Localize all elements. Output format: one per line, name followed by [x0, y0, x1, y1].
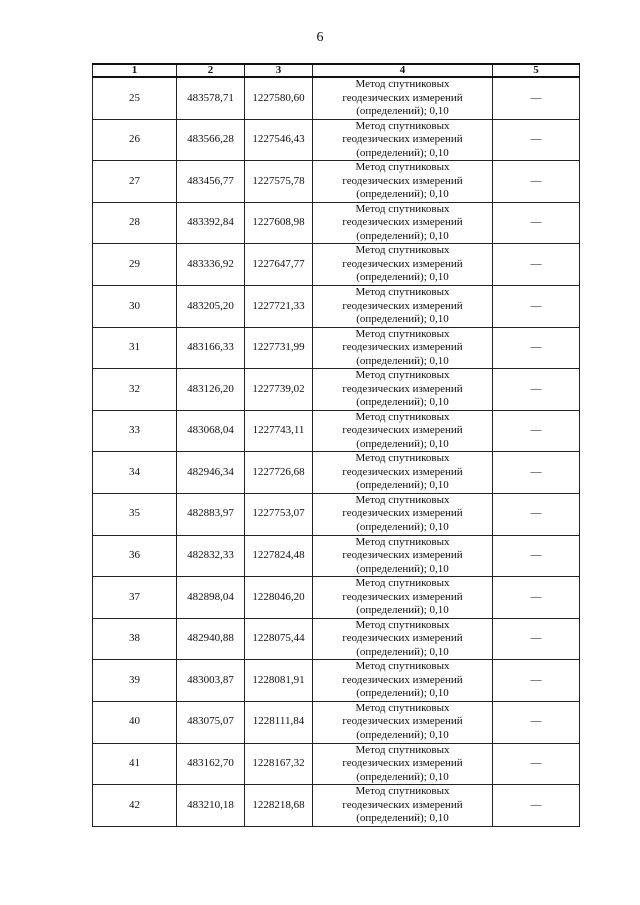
table-row: [93, 77, 580, 119]
point-number-cell: 42: [93, 785, 177, 827]
method-line: Метод спутниковых: [355, 577, 450, 590]
method-line: Метод спутниковых: [355, 743, 450, 756]
point-number-cell: 36: [93, 535, 177, 577]
method-line: геодезических измерений: [342, 341, 463, 354]
y-coordinate-cell: 1227546,43: [245, 119, 313, 161]
note-cell: —: [493, 577, 580, 619]
note-cell: —: [493, 701, 580, 743]
method-line: Метод спутниковых: [355, 286, 450, 299]
method-line: геодезических измерений: [342, 216, 463, 229]
method-cell: [313, 660, 493, 702]
x-coordinate-cell: 482946,34: [177, 452, 245, 494]
note-cell: —: [493, 119, 580, 161]
table-row: [93, 285, 580, 327]
method-line: (определений); 0,10: [356, 271, 449, 284]
method-line: Метод спутниковых: [355, 785, 450, 798]
method-line: геодезических измерений: [342, 798, 463, 811]
method-cell: [313, 369, 493, 411]
y-coordinate-cell: 1227743,11: [245, 410, 313, 452]
note-cell: —: [493, 77, 580, 119]
table-row: [93, 743, 580, 785]
table-row: [93, 701, 580, 743]
method-line: Метод спутниковых: [355, 161, 450, 174]
column-header: 3: [245, 64, 313, 77]
method-cell: [313, 701, 493, 743]
table-row: [93, 327, 580, 369]
method-line: (определений); 0,10: [356, 188, 449, 201]
note-cell: —: [493, 244, 580, 286]
method-line: Метод спутниковых: [355, 618, 450, 631]
method-cell: [313, 202, 493, 244]
method-line: геодезических измерений: [342, 257, 463, 270]
method-line: Метод спутниковых: [355, 244, 450, 257]
x-coordinate-cell: 483126,20: [177, 369, 245, 411]
y-coordinate-cell: 1228167,32: [245, 743, 313, 785]
method-line: геодезических измерений: [342, 549, 463, 562]
method-cell: [313, 493, 493, 535]
y-coordinate-cell: 1227608,98: [245, 202, 313, 244]
method-line: геодезических измерений: [342, 632, 463, 645]
y-coordinate-cell: 1227739,02: [245, 369, 313, 411]
y-coordinate-cell: 1227731,99: [245, 327, 313, 369]
method-line: (определений); 0,10: [356, 105, 449, 118]
method-line: геодезических измерений: [342, 757, 463, 770]
table-row: [93, 618, 580, 660]
table-row: [93, 119, 580, 161]
x-coordinate-cell: 483210,18: [177, 785, 245, 827]
x-coordinate-cell: 483566,28: [177, 119, 245, 161]
note-cell: —: [493, 369, 580, 411]
point-number-cell: 25: [93, 77, 177, 119]
x-coordinate-cell: 482940,88: [177, 618, 245, 660]
method-line: Метод спутниковых: [355, 202, 450, 215]
method-cell: [313, 244, 493, 286]
method-line: геодезических измерений: [342, 465, 463, 478]
method-cell: [313, 618, 493, 660]
method-line: геодезических измерений: [342, 174, 463, 187]
table-row: [93, 493, 580, 535]
method-line: (определений); 0,10: [356, 437, 449, 450]
page-number: 6: [316, 30, 324, 45]
method-line: Метод спутниковых: [355, 78, 450, 91]
point-number-cell: 30: [93, 285, 177, 327]
table-row: [93, 535, 580, 577]
method-cell: [313, 577, 493, 619]
method-line: геодезических измерений: [342, 299, 463, 312]
x-coordinate-cell: 483003,87: [177, 660, 245, 702]
x-coordinate-cell: 482898,04: [177, 577, 245, 619]
point-number-cell: 28: [93, 202, 177, 244]
table-row: [93, 577, 580, 619]
note-cell: —: [493, 410, 580, 452]
method-cell: [313, 77, 493, 119]
table-row: [93, 660, 580, 702]
x-coordinate-cell: 483456,77: [177, 161, 245, 203]
method-line: геодезических измерений: [342, 424, 463, 437]
method-line: геодезических измерений: [342, 133, 463, 146]
column-header: 4: [313, 64, 493, 77]
x-coordinate-cell: 482832,33: [177, 535, 245, 577]
point-number-cell: 35: [93, 493, 177, 535]
table-row: [93, 785, 580, 827]
point-number-cell: 29: [93, 244, 177, 286]
x-coordinate-cell: 483075,07: [177, 701, 245, 743]
method-cell: [313, 452, 493, 494]
column-header: 2: [177, 64, 245, 77]
point-number-cell: 27: [93, 161, 177, 203]
y-coordinate-cell: 1227580,60: [245, 77, 313, 119]
method-line: Метод спутниковых: [355, 493, 450, 506]
method-line: Метод спутниковых: [355, 119, 450, 132]
method-line: Метод спутниковых: [355, 701, 450, 714]
y-coordinate-cell: 1227824,48: [245, 535, 313, 577]
method-line: (определений); 0,10: [356, 562, 449, 575]
method-line: (определений); 0,10: [356, 604, 449, 617]
method-cell: [313, 285, 493, 327]
y-coordinate-cell: 1227575,78: [245, 161, 313, 203]
note-cell: —: [493, 202, 580, 244]
note-cell: —: [493, 743, 580, 785]
point-number-cell: 34: [93, 452, 177, 494]
table-row: [93, 369, 580, 411]
method-line: Метод спутниковых: [355, 410, 450, 423]
method-line: Метод спутниковых: [355, 660, 450, 673]
y-coordinate-cell: 1227726,68: [245, 452, 313, 494]
point-number-cell: 38: [93, 618, 177, 660]
method-line: (определений); 0,10: [356, 313, 449, 326]
note-cell: —: [493, 327, 580, 369]
method-cell: [313, 410, 493, 452]
y-coordinate-cell: 1228111,84: [245, 701, 313, 743]
method-line: (определений); 0,10: [356, 728, 449, 741]
method-line: (определений); 0,10: [356, 770, 449, 783]
method-cell: [313, 327, 493, 369]
table-header-row: [93, 64, 580, 77]
x-coordinate-cell: 483336,92: [177, 244, 245, 286]
table-row: [93, 452, 580, 494]
note-cell: —: [493, 535, 580, 577]
y-coordinate-cell: 1228075,44: [245, 618, 313, 660]
method-line: (определений); 0,10: [356, 812, 449, 825]
note-cell: —: [493, 285, 580, 327]
method-line: (определений); 0,10: [356, 687, 449, 700]
method-line: геодезических измерений: [342, 91, 463, 104]
y-coordinate-cell: 1228046,20: [245, 577, 313, 619]
note-cell: —: [493, 660, 580, 702]
x-coordinate-cell: 483578,71: [177, 77, 245, 119]
x-coordinate-cell: 483162,70: [177, 743, 245, 785]
coordinates-table: [92, 63, 580, 827]
point-number-cell: 37: [93, 577, 177, 619]
method-line: Метод спутниковых: [355, 452, 450, 465]
y-coordinate-cell: 1228081,91: [245, 660, 313, 702]
method-line: геодезических измерений: [342, 507, 463, 520]
note-cell: —: [493, 785, 580, 827]
table-body: [93, 77, 580, 826]
method-line: (определений); 0,10: [356, 146, 449, 159]
point-number-cell: 31: [93, 327, 177, 369]
y-coordinate-cell: 1228218,68: [245, 785, 313, 827]
method-cell: [313, 743, 493, 785]
note-cell: —: [493, 452, 580, 494]
x-coordinate-cell: 483205,20: [177, 285, 245, 327]
point-number-cell: 41: [93, 743, 177, 785]
point-number-cell: 40: [93, 701, 177, 743]
point-number-cell: 32: [93, 369, 177, 411]
method-line: геодезических измерений: [342, 715, 463, 728]
method-cell: [313, 785, 493, 827]
point-number-cell: 33: [93, 410, 177, 452]
table-row: [93, 244, 580, 286]
method-line: Метод спутниковых: [355, 535, 450, 548]
method-line: (определений); 0,10: [356, 396, 449, 409]
table-row: [93, 161, 580, 203]
method-line: Метод спутниковых: [355, 327, 450, 340]
method-cell: [313, 161, 493, 203]
method-line: (определений); 0,10: [356, 645, 449, 658]
x-coordinate-cell: 483392,84: [177, 202, 245, 244]
point-number-cell: 39: [93, 660, 177, 702]
y-coordinate-cell: 1227721,33: [245, 285, 313, 327]
column-header: 1: [93, 64, 177, 77]
table-row: [93, 410, 580, 452]
table-row: [93, 202, 580, 244]
method-line: геодезических измерений: [342, 590, 463, 603]
method-line: геодезических измерений: [342, 382, 463, 395]
method-line: геодезических измерений: [342, 673, 463, 686]
note-cell: —: [493, 161, 580, 203]
y-coordinate-cell: 1227753,07: [245, 493, 313, 535]
method-line: Метод спутниковых: [355, 369, 450, 382]
x-coordinate-cell: 483166,33: [177, 327, 245, 369]
method-line: (определений); 0,10: [356, 479, 449, 492]
method-line: (определений); 0,10: [356, 354, 449, 367]
point-number-cell: 26: [93, 119, 177, 161]
column-header: 5: [493, 64, 580, 77]
method-cell: [313, 119, 493, 161]
x-coordinate-cell: 482883,97: [177, 493, 245, 535]
note-cell: —: [493, 493, 580, 535]
method-cell: [313, 535, 493, 577]
x-coordinate-cell: 483068,04: [177, 410, 245, 452]
y-coordinate-cell: 1227647,77: [245, 244, 313, 286]
note-cell: —: [493, 618, 580, 660]
method-line: (определений); 0,10: [356, 520, 449, 533]
method-line: (определений); 0,10: [356, 229, 449, 242]
